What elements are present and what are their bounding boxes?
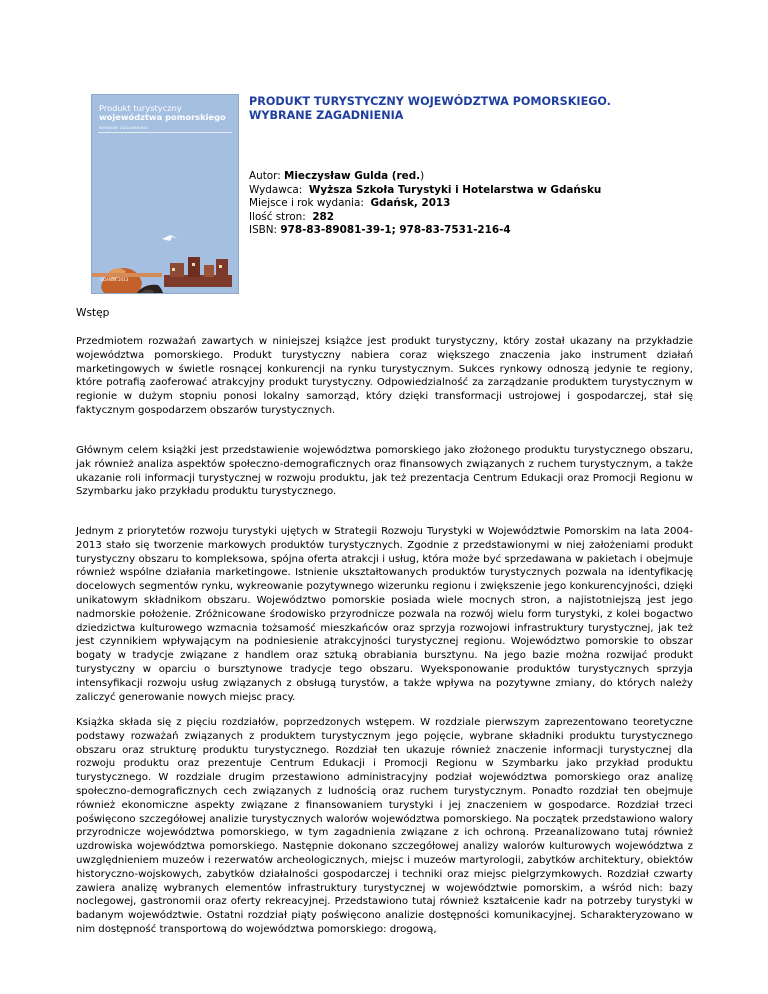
meta-publisher (249, 184, 601, 198)
book-cover-image (91, 94, 239, 294)
author-label: Autor: (249, 170, 281, 182)
meta-pages (249, 211, 601, 225)
paragraph-1: Przedmiotem rozważań zawartych w niniejszej książce jest produkt turystyczny, który został ukazany na przykładzie województwa pomorskiego. Produkt turystyczny nabiera coraz większego znaczenia jako instrument działań marketingowych w świetle rosnącej konkurencji na rynku turystycznym. Sukces rynkowy odnoszą jedynie te regiony, które potrafią zaoferować atrakcyjny produkt turystyczny. Odpowiedzialność za zarządzanie produktem turystycznym w regionie w dużym stopniu ponosi lokalny samorząd, który dzięki transformacji ustrojowej i gospodarczej, stał się faktycznym gospodarzem obszarów turystycznych. (76, 336, 693, 416)
book-title-line1: PRODUKT TURYSTYCZNY WOJEWÓDZTWA POMORSKIEGO. (249, 95, 611, 108)
book-title-line2: WYBRANE ZAGADNIENIA (249, 109, 404, 122)
place-value: Gdańsk, 2013 (370, 197, 451, 209)
meta-place (249, 197, 601, 211)
cover-photo-collage (92, 95, 239, 294)
meta-author (249, 170, 601, 184)
section-heading: Wstęp (76, 307, 110, 319)
cover-title-line2: województwa pomorskiego (99, 112, 226, 122)
book-title (249, 95, 679, 123)
paragraph-2: Głównym celem książki jest przedstawienie województwa pomorskiego jako złożonego produktu turystycznego obszaru, jak również analiza aspektów społeczno-demograficznych oraz finansowych związanych z ruchem turystycznym, a także ukazanie roli informacji turystycznej w rozwoju produktu, jak też prezentacja Centrum Edukacji oraz Promocji Regionu w Szymbarku jako przykładu produktu turystycznego. (76, 445, 693, 498)
isbn-label: ISBN: (249, 224, 278, 236)
pages-value: 282 (312, 210, 335, 223)
author-value: Mieczysław Gulda (red. (284, 170, 421, 182)
paragraph-3: Jednym z priorytetów rozwoju turystyki ujętych w Strategii Rozwoju Turystyki w Województwie Pomorskim na lata 2004-2013 stało się tworzenie markowych produktów turystycznych. Zgodnie z przedstawionymi w niej założeniami produkt turystyczny obszaru to kompleksowa, spójna oferta atrakcji i usług, która może być sprzedawana w pakietach i obejmuje również wspólne działania marketingowe. Istnienie ukształtowanych produktów turystycznych pozwala na identyfikację docelowych segmentów rynku, wykreowanie pozytywnego wizerunku regionu i zwiększenie jego konkurencyjności, dzięki unikatowym składnikom obszaru. Województwo pomorskie posiada wiele mocnych stron, a najistotniejszą jest jego nadmorskie położenie. Zróżnicowane środowisko przyrodnicze pozwala na rozwój wielu form turystyki, z kolei bogactwo dziedzictwa kulturowego wzmacnia tożsamość mieszkańców oraz sprzyja rozwojowi infrastruktury turystycznej, jak też jest czynnikiem wpływającym na podniesienie atrakcyjności turystycznej regionu. Województwo pomorskie to obszar bogaty w tradycje związane z handlem oraz sztuką obrabiania bursztynu. Na jego bazie można rozwijać produkt turystyczny w oparciu o bursztynowe tradycje tego obszaru. Wyeksponowanie produktów turystycznych sprzyja intensyfikacji rozwoju usług związanych z obsługą turystów, a także wpływa na pozytywne zmiany, do których należy zaliczyć generowanie nowych miejsc pracy. (76, 526, 693, 703)
author-suffix: ) (420, 170, 425, 182)
pages-label: Ilość stron: (249, 210, 306, 223)
place-label: Miejsce i rok wydania: (249, 197, 364, 209)
cover-title-line1: Produkt turystyczny (99, 103, 182, 113)
book-metadata (249, 170, 601, 238)
publisher-value: Wyższa Szkoła Turystyki i Hotelarstwa w Gdańsku (308, 183, 602, 196)
paragraph-4: Książka składa się z pięciu rozdziałów, poprzedzonych wstępem. W rozdziale pierwszym zaprezentowano teoretyczne podstawy rozważań związanych z produktem turystycznym jego pojęcie, wybrane składniki produktu turystycznego obszaru oraz strukturę produktu turystycznego. Rozdział ten ukazuje również znaczenie informacji turystycznej dla rozwoju produktu oraz prezentuje Centrum Edukacji i Promocji Regionu w Szymbarku jako przykład produktu turystycznego. W rozdziale drugim przestawiono administracyjny podział województwa pomorskiego oraz analizę społeczno-demograficznych cech związanych z ludnością oraz ruchem turystycznym. Ponadto rozdział ten obejmuje również ekonomiczne aspekty związane z finansowaniem turystyki i jej znaczeniem w gospodarce. Rozdział trzeci poświęcono szczegółowej analizie turystycznych walorów województwa pomorskiego. Na początek przedstawiono walory przyrodnicze województwa pomorskiego, w tym zagadnienia związane z ich ochroną. Przeanalizowano tutaj również uzdrowiska województwa pomorskiego. Następnie dokonano szczegółowej analizy walorów kulturowych województwa z uwzględnieniem muzeów i rezerwatów archeologicznych, miejsc i muzeów martyrologii, zabytków architektury, obiektów historyczno-wojskowych, zabytków działalności gospodarczej i techniki oraz miejsc pielgrzymkowych. Rozdział czwarty zawiera analizę wybranych elementów infrastruktury turystycznej w województwie pomorskim, a wśród nich: bazy noclegowej, gastronomii oraz oferty rekreacyjnej. Przedstawiono tutaj również kształcenie kadr na potrzeby turystyki w badanym województwie. Ostatni rozdział piąty poświęcono analizie dostępności komunikacyjnej. Scharakteryzowano w nim dostępność transportową do województwa pomorskiego: drogową, (76, 717, 693, 935)
isbn-value: 978-83-89081-39-1; 978-83-7531-216-4 (280, 224, 511, 236)
cover-footer: GDAŃSK 2013 (100, 277, 129, 282)
cover-subtitle: WYBRANE ZAGADNIENIA (99, 126, 148, 130)
meta-isbn (249, 224, 601, 238)
publisher-label: Wydawca: (249, 183, 303, 196)
